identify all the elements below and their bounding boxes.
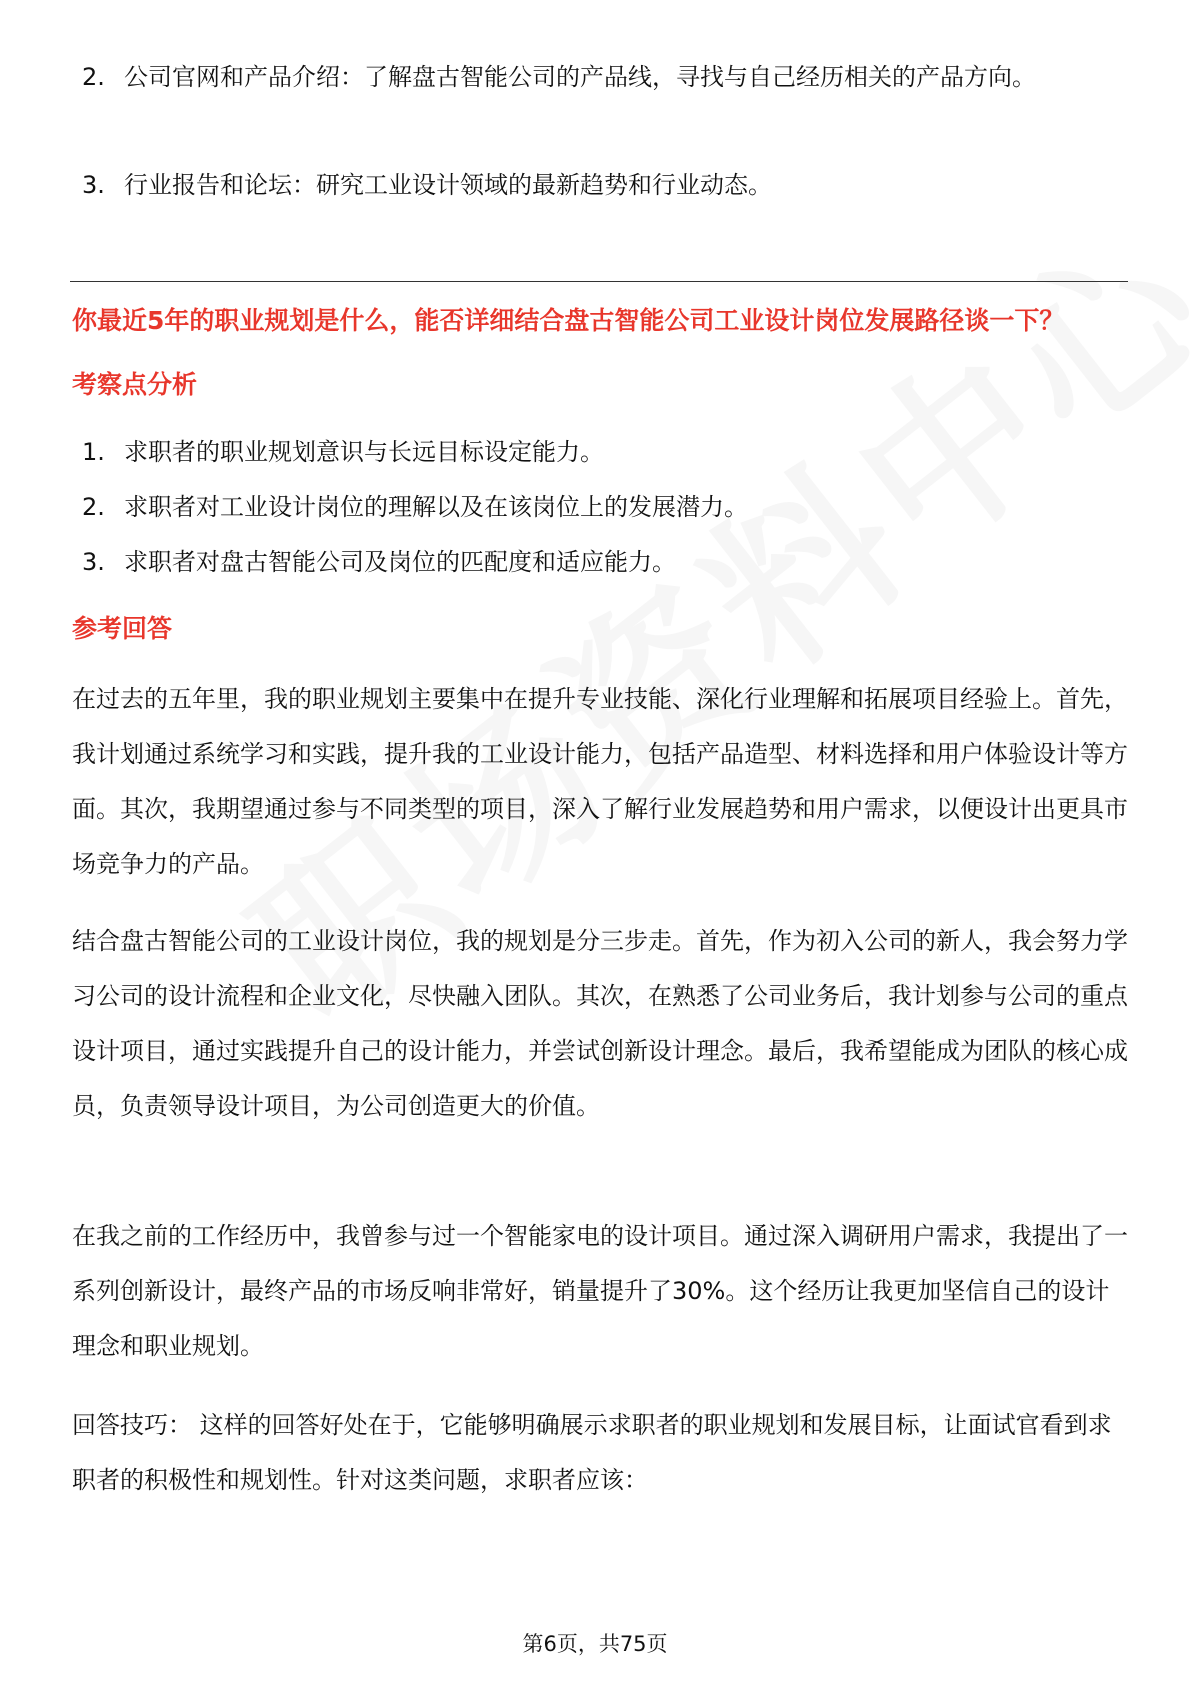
- tips-paragraph: 回答技巧： 这样的回答好处在于，它能够明确展示求职者的职业规划和发展目标，让面试官看到求职者的积极性和规划性。针对这类问题，求职者应该：: [72, 1411, 1112, 1494]
- answer-heading: 参考回答: [72, 614, 173, 643]
- answer-paragraph: 结合盘古智能公司的工业设计岗位，我的规划是分三步走。首先，作为初入公司的新人，我会努力学习公司的设计流程和企业文化，尽快融入团队。其次，在熟悉了公司业务后，我计划参与公司的重点设计项目，通过实践提升自己的设计能力，并尝试创新设计理念。最后，我希望能成为团队的核心成员，负责领导设计项目，为公司创造更大的价值。: [72, 927, 1128, 1120]
- list-item: [82, 480, 1122, 534]
- list-item: [82, 425, 1122, 479]
- analysis-heading: 考察点分析: [72, 370, 198, 399]
- list-text: 求职者对工业设计岗位的理解以及在该岗位上的发展潜力。: [124, 493, 748, 521]
- list-text: 求职者对盘古智能公司及岗位的匹配度和适应能力。: [124, 548, 676, 576]
- list-number: 2.: [82, 493, 105, 521]
- list-text: 行业报告和论坛：研究工业设计领域的最新趋势和行业动态。: [124, 171, 772, 199]
- answer-paragraph: 在过去的五年里，我的职业规划主要集中在提升专业技能、深化行业理解和拓展项目经验上。首先，我计划通过系统学习和实践，提升我的工业设计能力，包括产品造型、材料选择和用户体验设计等方面。其次，我期望通过参与不同类型的项目，深入了解行业发展趋势和用户需求，以便设计出更具市场竞争力的产品。: [72, 685, 1128, 878]
- section-divider: [70, 281, 1128, 282]
- answer-paragraph: 在我之前的工作经历中，我曾参与过一个智能家电的设计项目。通过深入调研用户需求，我提出了一系列创新设计，最终产品的市场反响非常好，销量提升了30%。这个经历让我更加坚信自己的设计理念和职业规划。: [72, 1222, 1128, 1360]
- list-item: [82, 50, 1122, 104]
- list-item: [82, 158, 1122, 212]
- question-heading: 你最近5年的职业规划是什么，能否详细结合盘古智能公司工业设计岗位发展路径谈一下？: [72, 306, 1065, 335]
- list-text: 求职者的职业规划意识与长远目标设定能力。: [124, 438, 604, 466]
- list-number: 3.: [82, 548, 105, 576]
- list-number: 2.: [82, 63, 105, 91]
- list-number: 3.: [82, 171, 105, 199]
- list-item: [82, 535, 1122, 589]
- list-number: 1.: [82, 438, 105, 466]
- list-text: 公司官网和产品介绍：了解盘古智能公司的产品线，寻找与自己经历相关的产品方向。: [124, 63, 1036, 91]
- page-number: 第6页，共75页: [522, 1632, 668, 1656]
